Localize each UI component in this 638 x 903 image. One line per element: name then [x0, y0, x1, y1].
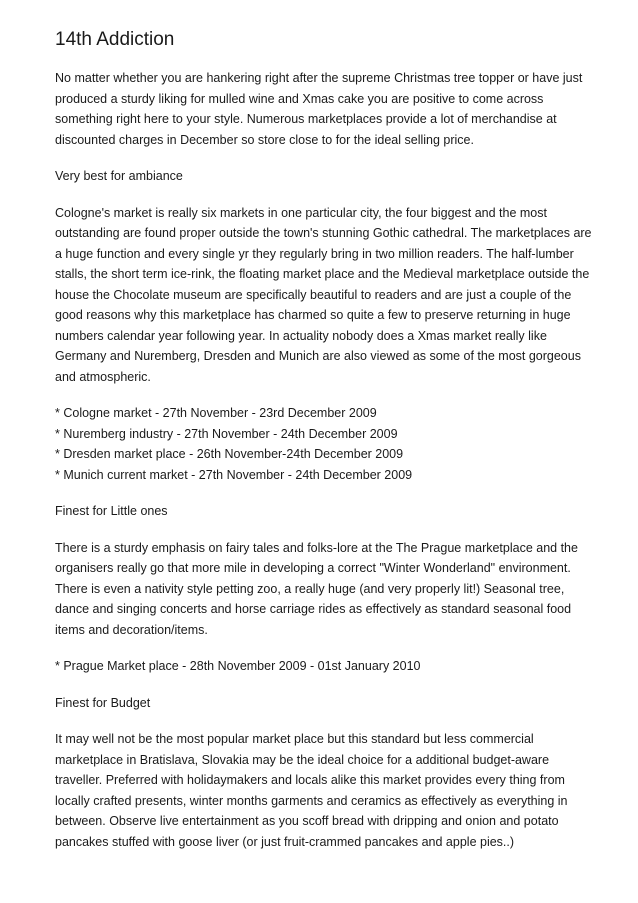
document-title: 14th Addiction — [55, 29, 175, 50]
section-heading-little-ones: Finest for Little ones — [55, 504, 168, 518]
section-paragraph-little-ones: There is a sturdy emphasis on fairy tales and folks-lore at the The Prague marketplace and the organisers really go that more mile in developing a correct "Winter Wonderland" environment. There is even a nativity style petting zoo, a really huge (and very properly lit!) Seasonal tree, dance and singing concerts and horse carriage rides as effectively as standard seasonal food items and decoration/items. — [55, 540, 578, 637]
list-item: * Cologne market - 27th November - 23rd December 2009 — [55, 406, 377, 420]
market-dates-list-little-ones — [55, 656, 595, 677]
section-heading-budget: Finest for Budget — [55, 695, 151, 710]
intro-paragraph: No matter whether you are hankering right after the supreme Christmas tree topper or have just produced a sturdy liking for mulled wine and Xmas cake you are positive to come across something right here to your style. Numerous marketplaces provide a lot of merchandise at discounted charges in December so store close to for the ideal selling price. — [55, 71, 583, 147]
section-heading-ambiance: Very best for ambiance — [55, 169, 183, 183]
market-dates-list-ambiance — [55, 403, 595, 485]
section-paragraph-ambiance: Cologne's market is really six markets in one particular city, the four biggest and the most outstanding are found proper outside the town's stunning Gothic cathedral. The marketplaces are a huge function and every single yr they regularly bring in two million readers. The half-lumber stalls, the short term ice-rink, the floating market place and the Medieval marketplace outside the house the Chocolate museum are specifically beautiful to readers and are just a couple of the good reasons why this marketplace has charmed so quite a few to preserve returning in huge numbers calendar year following year. In actuality nobody does a Xmas market really like Germany and Nuremberg, Dresden and Munich are also viewed as some of the most gorgeous and atmospheric. — [55, 205, 592, 384]
document-page — [55, 28, 595, 868]
section-paragraph-budget: It may well not be the most popular market place but this standard but less commercial marketplace in Bratislava, Slovakia may be the ideal choice for a additional budget-aware traveller. Preferred with holidaymakers and locals alike this market provides every thing from locally crafted presents, winter months garments and ceramics as effectively as everything in between. Observe live entertainment as you scoff bread with dripping and onion and potato pancakes stuffed with goose liver (or just fruit-crammed pancakes and apple pies..) — [55, 732, 568, 849]
list-item: * Munich current market - 27th November - 24th December 2009 — [55, 467, 413, 482]
list-item: * Dresden market place - 26th November-24th December 2009 — [55, 447, 404, 461]
list-item: * Nuremberg industry - 27th November - 24th December 2009 — [55, 426, 398, 441]
list-item: * Prague Market place - 28th November 2009 - 01st January 2010 — [55, 659, 421, 673]
